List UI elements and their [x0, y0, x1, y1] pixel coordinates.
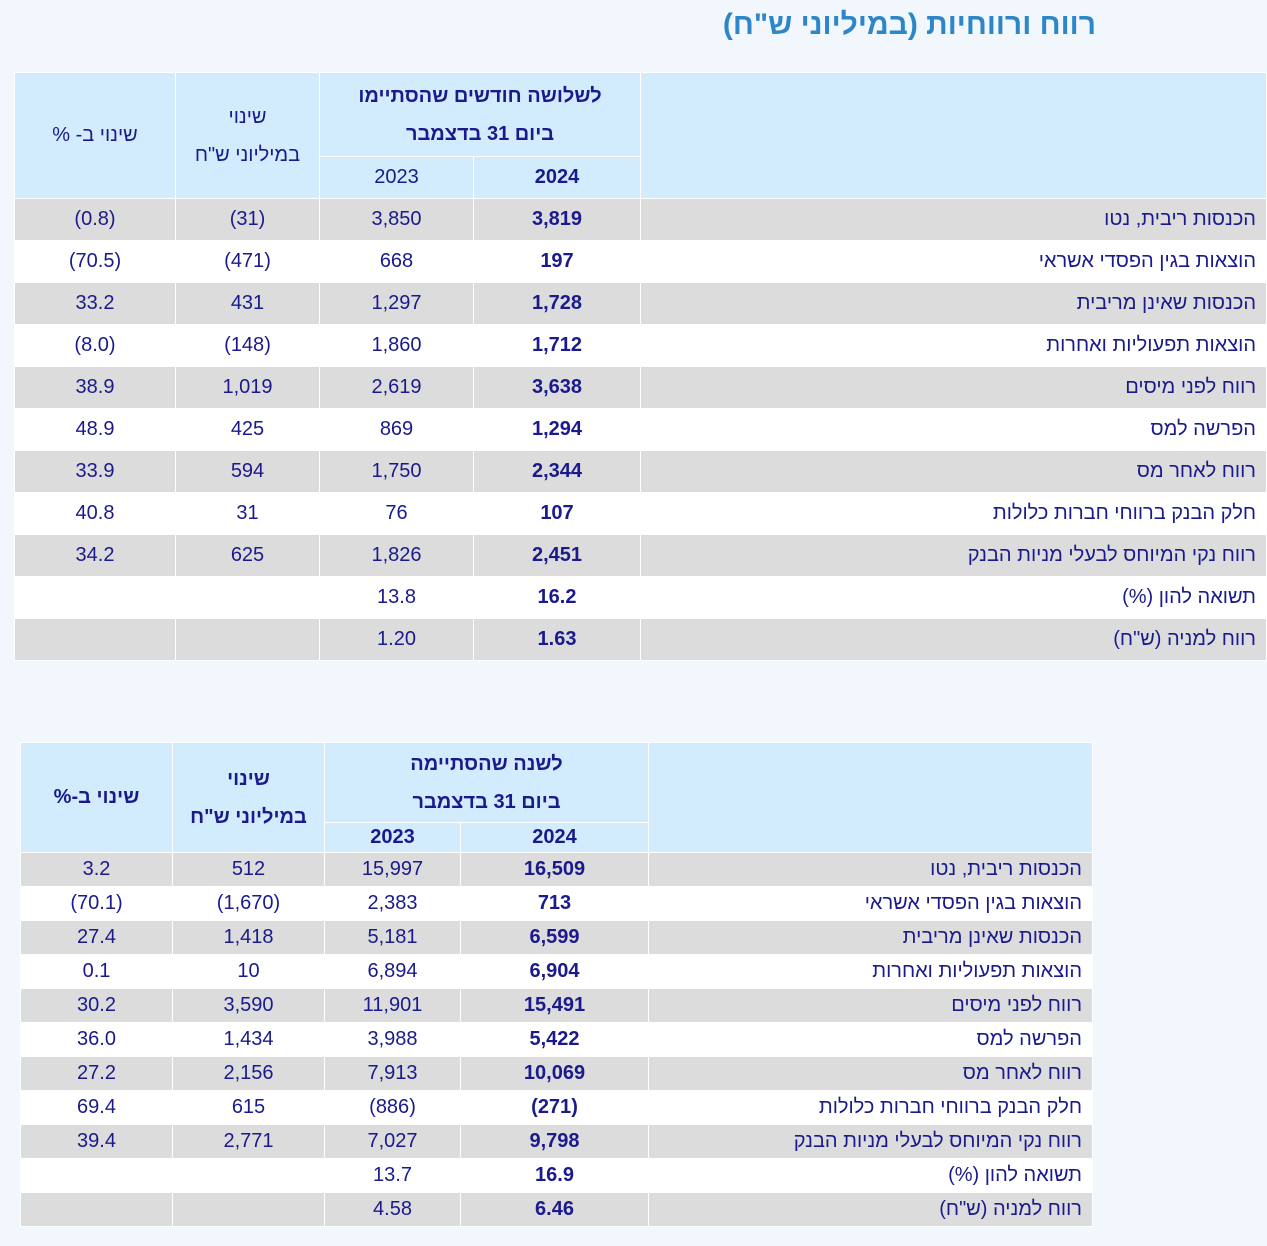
- change-nis: 3,590: [173, 989, 325, 1023]
- table-row: [21, 921, 1093, 955]
- change-nis-header-line2: במיליוני ש"ח: [190, 805, 307, 828]
- table-row: [21, 887, 1093, 921]
- value-2024: (271): [461, 1091, 649, 1125]
- change-pct: [15, 577, 176, 619]
- table-row: [15, 577, 1267, 619]
- change-pct: (8.0): [15, 325, 176, 367]
- change-nis: [176, 577, 320, 619]
- value-2023: 1.20: [320, 619, 474, 661]
- change-pct: [21, 1159, 173, 1193]
- change-nis: (1,670): [173, 887, 325, 921]
- table-row: [15, 409, 1267, 451]
- table-row: [15, 451, 1267, 493]
- value-2023: 668: [320, 241, 474, 283]
- row-label: הפרשה למס: [649, 1023, 1093, 1057]
- change-pct: 3.2: [21, 853, 173, 887]
- table-row: [15, 325, 1267, 367]
- change-nis: 1,019: [176, 367, 320, 409]
- annual-results-table: [20, 742, 1093, 1227]
- value-2024: 1,294: [474, 409, 641, 451]
- value-2024: 3,819: [474, 199, 641, 241]
- row-label: רווח נקי המיוחס לבעלי מניות הבנק: [649, 1125, 1093, 1159]
- year-2023-header: 2023: [320, 157, 474, 199]
- page-title: רווח ורווחיות (במיליוני ש"ח): [722, 8, 1096, 41]
- change-nis: (471): [176, 241, 320, 283]
- value-2023: 15,997: [325, 853, 461, 887]
- value-2023: 2,383: [325, 887, 461, 921]
- row-label: רווח למניה (ש"ח): [649, 1193, 1093, 1227]
- row-label: הוצאות תפעוליות ואחרות: [649, 955, 1093, 989]
- value-2024: 1.63: [474, 619, 641, 661]
- row-label: הכנסות שאינן מריבית: [641, 283, 1267, 325]
- row-label: הוצאות בגין הפסדי אשראי: [641, 241, 1267, 283]
- change-nis-header: [176, 73, 320, 199]
- value-2023: 3,850: [320, 199, 474, 241]
- change-nis: 594: [176, 451, 320, 493]
- value-2023: (886): [325, 1091, 461, 1125]
- change-nis: (31): [176, 199, 320, 241]
- quarterly-table-body: [15, 199, 1267, 661]
- change-pct-header: שינוי ב-%: [21, 743, 173, 853]
- value-2023: 76: [320, 493, 474, 535]
- year-2024-header: 2024: [474, 157, 641, 199]
- value-2023: 3,988: [325, 1023, 461, 1057]
- row-label: הפרשה למס: [641, 409, 1267, 451]
- table-row: [21, 989, 1093, 1023]
- change-pct: 34.2: [15, 535, 176, 577]
- row-label: הכנסות שאינן מריבית: [649, 921, 1093, 955]
- value-2023: 1,860: [320, 325, 474, 367]
- value-2023: 13.8: [320, 577, 474, 619]
- value-2023: 1,297: [320, 283, 474, 325]
- row-label: הכנסות ריבית, נטו: [649, 853, 1093, 887]
- change-pct: 36.0: [21, 1023, 173, 1057]
- table-row: [21, 1125, 1093, 1159]
- change-nis: 1,434: [173, 1023, 325, 1057]
- year-2024-header: 2024: [461, 823, 649, 853]
- row-label: רווח נקי המיוחס לבעלי מניות הבנק: [641, 535, 1267, 577]
- change-pct: 30.2: [21, 989, 173, 1023]
- value-2023: 5,181: [325, 921, 461, 955]
- table-row: [15, 199, 1267, 241]
- change-pct: (70.1): [21, 887, 173, 921]
- change-nis: [176, 619, 320, 661]
- table-row: [15, 493, 1267, 535]
- row-label: הוצאות תפעוליות ואחרות: [641, 325, 1267, 367]
- change-nis: 1,418: [173, 921, 325, 955]
- row-label: רווח לפני מיסים: [649, 989, 1093, 1023]
- table-row: [15, 535, 1267, 577]
- change-pct: [21, 1193, 173, 1227]
- period-header: [320, 73, 641, 157]
- change-pct: 27.4: [21, 921, 173, 955]
- change-nis: 2,771: [173, 1125, 325, 1159]
- annual-table-body: [21, 853, 1093, 1227]
- row-label: תשואה להון (%): [649, 1159, 1093, 1193]
- row-label: רווח לאחר מס: [641, 451, 1267, 493]
- value-2023: 1,750: [320, 451, 474, 493]
- value-2024: 1,728: [474, 283, 641, 325]
- change-pct: (0.8): [15, 199, 176, 241]
- change-nis: 2,156: [173, 1057, 325, 1091]
- value-2024: 2,451: [474, 535, 641, 577]
- table-row: [15, 619, 1267, 661]
- change-pct-header: שינוי ב- %: [15, 73, 176, 199]
- change-pct: 40.8: [15, 493, 176, 535]
- value-2023: 1,826: [320, 535, 474, 577]
- value-2024: 9,798: [461, 1125, 649, 1159]
- row-label: חלק הבנק ברווחי חברות כלולות: [649, 1091, 1093, 1125]
- table-row: [15, 367, 1267, 409]
- value-2024: 6,904: [461, 955, 649, 989]
- table-row: [15, 241, 1267, 283]
- value-2023: 13.7: [325, 1159, 461, 1193]
- row-label: תשואה להון (%): [641, 577, 1267, 619]
- label-header-cell: [641, 73, 1267, 199]
- change-pct: 38.9: [15, 367, 176, 409]
- period-header-line2: ביום 31 בדצמבר: [412, 790, 561, 813]
- year-2023-header: 2023: [325, 823, 461, 853]
- change-nis: 512: [173, 853, 325, 887]
- change-nis-header-line1: שינוי: [228, 105, 267, 128]
- change-pct: (70.5): [15, 241, 176, 283]
- row-label: הוצאות בגין הפסדי אשראי: [649, 887, 1093, 921]
- value-2023: 4.58: [325, 1193, 461, 1227]
- change-nis: 625: [176, 535, 320, 577]
- value-2023: 7,913: [325, 1057, 461, 1091]
- change-nis: 431: [176, 283, 320, 325]
- period-header-line1: לשלושה חודשים שהסתיימו: [358, 84, 602, 107]
- label-header-cell: [649, 743, 1093, 853]
- change-pct: [15, 619, 176, 661]
- table-row: [21, 955, 1093, 989]
- value-2024: 5,422: [461, 1023, 649, 1057]
- value-2023: 869: [320, 409, 474, 451]
- change-pct: 39.4: [21, 1125, 173, 1159]
- value-2024: 10,069: [461, 1057, 649, 1091]
- change-pct: 33.2: [15, 283, 176, 325]
- table-row: [21, 1023, 1093, 1057]
- change-pct: 27.2: [21, 1057, 173, 1091]
- change-nis: [173, 1193, 325, 1227]
- change-pct: 69.4: [21, 1091, 173, 1125]
- value-2023: 2,619: [320, 367, 474, 409]
- value-2024: 16,509: [461, 853, 649, 887]
- change-nis: 425: [176, 409, 320, 451]
- value-2024: 197: [474, 241, 641, 283]
- value-2024: 107: [474, 493, 641, 535]
- row-label: רווח לאחר מס: [649, 1057, 1093, 1091]
- table-row: [21, 1193, 1093, 1227]
- table-row: [21, 853, 1093, 887]
- change-pct: 0.1: [21, 955, 173, 989]
- change-nis-header-line1: שינוי: [227, 767, 270, 790]
- table-row: [15, 283, 1267, 325]
- change-nis: 615: [173, 1091, 325, 1125]
- value-2024: 16.9: [461, 1159, 649, 1193]
- change-nis: [173, 1159, 325, 1193]
- row-label: רווח למניה (ש"ח): [641, 619, 1267, 661]
- table-row: [21, 1057, 1093, 1091]
- value-2024: 1,712: [474, 325, 641, 367]
- value-2024: 15,491: [461, 989, 649, 1023]
- period-header: [325, 743, 649, 823]
- value-2023: 6,894: [325, 955, 461, 989]
- change-nis: (148): [176, 325, 320, 367]
- value-2024: 713: [461, 887, 649, 921]
- change-nis-header-line2: במיליוני ש"ח: [194, 143, 301, 166]
- value-2024: 16.2: [474, 577, 641, 619]
- table-row: [21, 1159, 1093, 1193]
- row-label: הכנסות ריבית, נטו: [641, 199, 1267, 241]
- row-label: רווח לפני מיסים: [641, 367, 1267, 409]
- period-header-line1: לשנה שהסתיימה: [410, 752, 563, 775]
- change-nis: 10: [173, 955, 325, 989]
- value-2024: 2,344: [474, 451, 641, 493]
- quarterly-results-table: [14, 72, 1267, 661]
- change-pct: 33.9: [15, 451, 176, 493]
- table-row: [21, 1091, 1093, 1125]
- value-2023: 7,027: [325, 1125, 461, 1159]
- row-label: חלק הבנק ברווחי חברות כלולות: [641, 493, 1267, 535]
- change-pct: 48.9: [15, 409, 176, 451]
- value-2024: 6.46: [461, 1193, 649, 1227]
- value-2024: 3,638: [474, 367, 641, 409]
- change-nis-header: [173, 743, 325, 853]
- value-2024: 6,599: [461, 921, 649, 955]
- period-header-line2: ביום 31 בדצמבר: [405, 122, 555, 145]
- change-nis: 31: [176, 493, 320, 535]
- value-2023: 11,901: [325, 989, 461, 1023]
